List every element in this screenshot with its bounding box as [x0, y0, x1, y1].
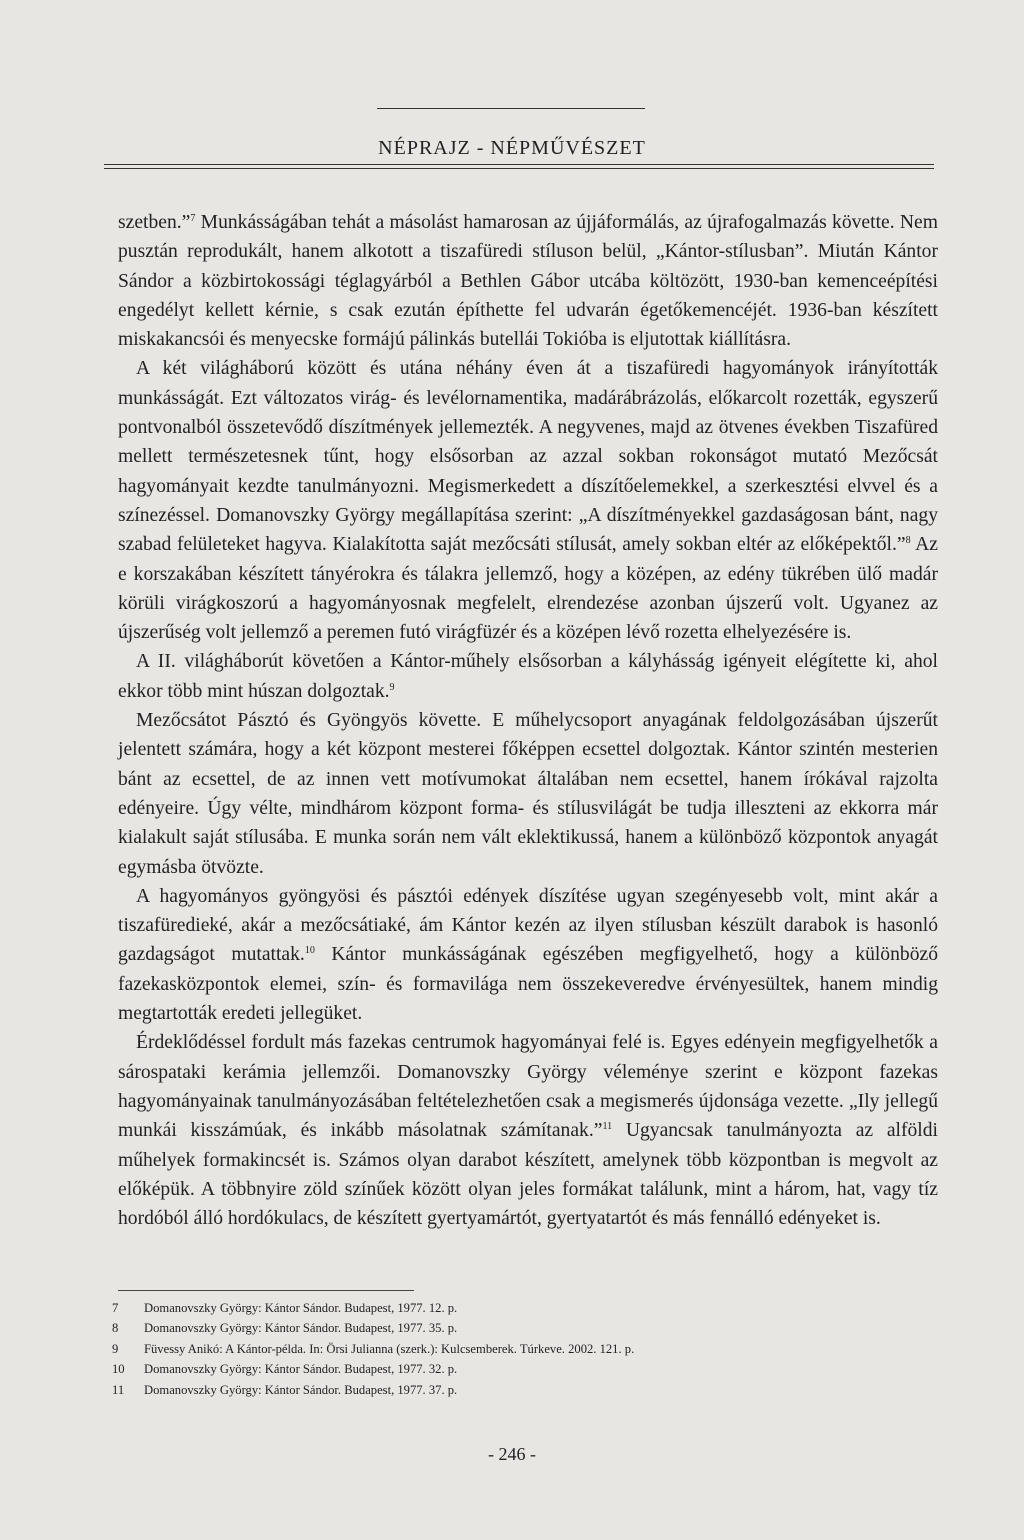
footnote-number: 9 [112, 1341, 119, 1356]
text-run: Kántor munkásságának egészében megfigyelhető, hogy a különböző fazekasközpontok elemei, szín- és formavilága nem összekeveredve érvényesültek, hanem mindig megtartották eredeti jellegüket. [118, 944, 938, 1025]
text-run: A két világháború között és utána néhány éven át a tiszafüredi hagyományok irányították munkásságát. Ezt változatos virág- és levélornamentika, madárábrázolás, előkarcolt rozetták, egyszerű pontvonalból összetevődő díszítmények jellemezték. A negyvenes, majd az ötvenes években Tiszafüred mellett természetesnek tűnt, hogy elsősorban az azzal sokban rokonságot mutató Mezőcsát hagyományait kezdte tanulmányozni. Megismerkedett a díszítőelemekkel, a szerkesztési elvvel és a színezéssel. Domanovszky György megállapítása szerint: „A díszítményekkel gazdaságosan bánt, nagy szabad felületeket hagyva. Kialakította saját mezőcsáti stílusát, amely sokban eltér az előképektől.” [118, 358, 938, 556]
footnote [112, 1359, 932, 1379]
footnote-text: Domanovszky György: Kántor Sándor. Budapest, 1977. 32. p. [144, 1362, 458, 1377]
text-run: A II. világháborút követően a Kántor-műhely elsősorban a kályhásság igényeit elégítette ki, ahol ekkor több mint húszan dolgoztak. [118, 651, 938, 702]
running-title: NÉPRAJZ - NÉPMŰVÉSZET [378, 137, 646, 159]
header-double-rule [104, 164, 934, 169]
footnote-ref: 7 [190, 213, 196, 224]
footnote-number: 8 [112, 1321, 119, 1336]
footnote-text: Domanovszky György: Kántor Sándor. Budapest, 1977. 12. p. [144, 1301, 458, 1315]
text-run: szetben.” [118, 212, 191, 233]
footnote-ref: 10 [304, 945, 315, 957]
paragraph [118, 882, 938, 1028]
paragraph [118, 706, 938, 882]
footnote [112, 1318, 932, 1338]
footnote [112, 1380, 932, 1400]
footnote-text: Füvessy Anikó: A Kántor-példa. In: Örsi Julianna (szerk.): Kulcsemberek. Túrkeve. 2002. 121. p. [144, 1341, 635, 1356]
footnote-text: Domanovszky György: Kántor Sándor. Budapest, 1977. 35. p. [144, 1321, 458, 1336]
footnote-ref: 8 [905, 535, 911, 547]
paragraph [118, 354, 938, 647]
footnote-number: 10 [112, 1362, 125, 1377]
text-run: Munkásságában tehát a másolást hamarosan az újjáformálás, az újrafogalmazás követte. Nem pusztán reprodukált, hanem alkotott a tiszafüredi stíluson belül, „Kántor-stílusban”. Miután Kántor Sándor a közbirtokossági téglagyárból a Bethlen Gábor utcába költözött, 1930-ban kemenceépítési engedélyt kellett kérnie, s csak ezután építhette fel udvarán égetőkemencéjét. 1936-ban készített miskakancsói és menyecske formájú pálinkás butellái Tokióba is eljutottak kiállításra. [118, 212, 938, 351]
body-text [118, 208, 938, 1233]
text-run: Az e korszakában készített tányérokra és tálakra jellemző, hogy a középen, az edény tükrében ülő madár körüli virágkoszorú a hagyományosnak megfelelt, elrendezése azonban újszerű volt. Ugyanez az újszerűség volt jellemző a peremen futó virágfüzér és a középen lévő rozetta elhelyezésére is. [118, 534, 938, 644]
text-run: Mezőcsátot Pásztó és Gyöngyös követte. E műhelycsoport anyagának feldolgozásában újszerűt jelentett számára, hogy a két központ mesterei főképpen ecsettel dolgoztak. Kántor szintén mesterien bánt az ecsettel, de az innen vett motívumokat általában nem ecsettel, hanem írókával rajzolta edényeire. Úgy vélte, mindhárom központ forma- és stílusvilágát be tudja illeszteni az ekkorra már kialakult saját stílusába. E munka során nem vált eklektikussá, hanem a különböző központok anyagát egymásba ötvözte. [118, 710, 938, 878]
page-number: - 246 - [488, 1444, 536, 1464]
text-run: Ugyancsak tanulmányozta az alföldi műhelyek formakincsét is. Számos olyan darabot készített, amelynek több központban is megvolt az előképük. A többnyire zöld színűek között olyan jeles formákat találunk, mint a három, hat, vagy tíz hordóból álló hordókulacs, de készített gyertyamártót, gyertyatartót és más fennálló edényeket is. [118, 1120, 938, 1230]
footnote-ref: 11 [602, 1121, 613, 1133]
header-rule [377, 108, 645, 109]
footnote-rule [118, 1290, 414, 1291]
footnote [112, 1339, 932, 1359]
footnote-text: Domanovszky György: Kántor Sándor. Budapest, 1977. 37. p. [144, 1382, 458, 1397]
footnote-ref: 9 [389, 681, 395, 693]
paragraph [118, 208, 938, 354]
footnote-number: 7 [112, 1301, 119, 1315]
paragraph [118, 647, 938, 706]
footnote-number: 11 [112, 1382, 125, 1397]
paragraph [118, 1028, 938, 1233]
text-run: A hagyományos gyöngyösi és pásztói edények díszítése ugyan szegényesebb volt, mint akár a tiszafüredieké, akár a mezőcsátiaké, ám Kántor kezén az ilyen stílusban készült darabok is hasonló gazdagságot mutattak. [118, 885, 938, 966]
footnote [112, 1298, 932, 1318]
text-run: Érdeklődéssel fordult más fazekas centrumok hagyományai felé is. Egyes edényein megfigyelhetők a sárospataki kerámia jellemzői. Domanovszky György véleménye szerint e központ fazekas hagyományainak tanulmányozásában feltételezhetően csak a megismerés újdonsága vezette. „Ily jellegű munkái kisszámúak, és inkább másolatnak számítanak.” [118, 1032, 938, 1142]
footnotes [112, 1298, 932, 1400]
